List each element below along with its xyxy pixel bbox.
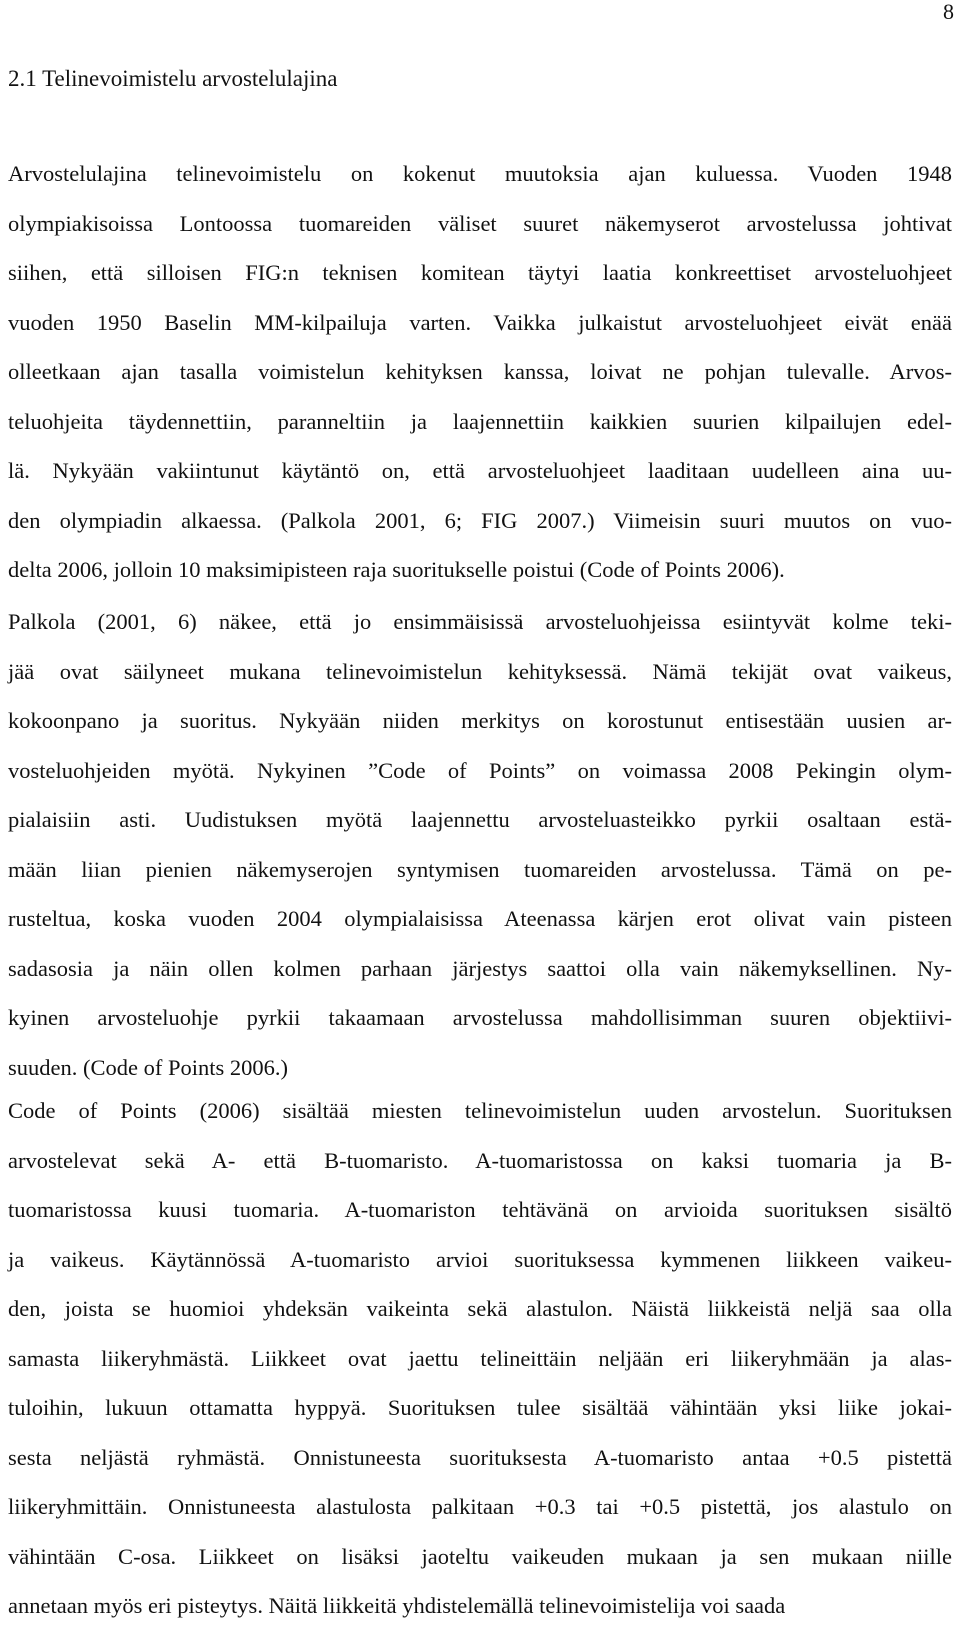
text-line: lä. Nykyään vakiintunut käytäntö on, että arvosteluohjeet laaditaan uudelleen aina uu- — [8, 458, 952, 483]
text-line: jää ovat säilyneet mukana telinevoimistelun kehityksessä. Nämä tekijät ovat vaikeus, — [8, 658, 952, 684]
text-line: rusteltua, koska vuoden 2004 olympialaisissa Ateenassa kärjen erot olivat vain pisteen — [8, 906, 952, 931]
text-line: den olympiadin alkaessa. (Palkola 2001, 6; FIG 2007.) Viimeisin suuri muutos on vuo- — [8, 507, 952, 533]
text-line: suuden. (Code of Points 2006.) — [8, 1054, 288, 1080]
text-line: vähintään C-osa. Liikkeet on lisäksi jaoteltu vaikeuden mukaan ja sen mukaan niille — [8, 1543, 952, 1569]
text-line: olympiakisoissa Lontoossa tuomareiden väliset suuret näkemyserot arvostelussa johtivat — [8, 210, 952, 236]
text-line: liikeryhmittäin. Onnistuneesta alastulosta palkitaan +0.3 tai +0.5 pistettä, jos alastulo on — [8, 1494, 952, 1519]
text-line: den, joista se huomioi yhdeksän vaikeinta sekä alastulon. Näistä liikkeistä neljä saa olla — [8, 1296, 952, 1321]
paragraph-1 — [8, 149, 952, 595]
text-line: Arvostelulajina telinevoimistelu on kokenut muutoksia ajan kuluessa. Vuoden 1948 — [8, 161, 952, 186]
text-line: Code of Points (2006) sisältää miesten telinevoimistelun uuden arvostelun. Suorituksen — [8, 1098, 952, 1123]
text-line: tuomaristossa kuusi tuomaria. A-tuomariston tehtävänä on arvioida suorituksen sisältö — [8, 1197, 952, 1222]
text-line: samasta liikeryhmästä. Liikkeet ovat jaettu telineittäin neljään eri liikeryhmään ja alas- — [8, 1345, 952, 1371]
text-line: kyinen arvosteluohje pyrkii takaamaan arvostelussa mahdollisimman suuren objektiivi- — [8, 1005, 952, 1030]
text-line: vuoden 1950 Baselin MM-kilpailuja varten. Vaikka julkaistut arvosteluohjeet eivät enää — [8, 309, 952, 335]
page-number: 8 — [943, 0, 954, 24]
text-line: mään liian pienien näkemyserojen syntymisen tuomareiden arvostelussa. Tämä on pe- — [8, 856, 952, 882]
paragraph-2 — [8, 597, 952, 1092]
text-line: pialaisiin asti. Uudistuksen myötä laajennettu arvosteluasteikko pyrkii osaltaan estä- — [8, 807, 952, 832]
text-line: ja vaikeus. Käytännössä A-tuomaristo arvioi suorituksessa kymmenen liikkeen vaikeu- — [8, 1246, 952, 1272]
text-line: sadasosia ja näin ollen kolmen parhaan järjestys saattoi olla vain näkemyksellinen. Ny- — [8, 955, 952, 981]
text-line: siihen, että silloisen FIG:n teknisen komitean täytyi laatia konkreettiset arvosteluohjeet — [8, 260, 952, 285]
text-line: sesta neljästä ryhmästä. Onnistuneesta suorituksesta A-tuomaristo antaa +0.5 pistettä — [8, 1444, 952, 1470]
text-line: arvostelevat sekä A- että B-tuomaristo. A-tuomaristossa on kaksi tuomaria ja B- — [8, 1147, 952, 1173]
text-line: annetaan myös eri pisteytys. Näitä liikkeitä yhdistelemällä telinevoimistelija voi saada — [8, 1593, 786, 1618]
paragraph-3 — [8, 1086, 952, 1631]
text-line: tuloihin, lukuun ottamatta hyppyä. Suorituksen tulee sisältää vähintään yksi liike jokai- — [8, 1395, 952, 1420]
section-heading: 2.1 Telinevoimistelu arvostelulajina — [8, 66, 338, 91]
text-line: Palkola (2001, 6) näkee, että jo ensimmäisissä arvosteluohjeissa esiintyvät kolme teki- — [8, 609, 952, 634]
text-line: teluohjeita täydennettiin, paranneltiin ja laajennettiin kaikkien suurien kilpailujen edel- — [8, 408, 952, 434]
text-line: kokoonpano ja suoritus. Nykyään niiden merkitys on korostunut entisestään uusien ar- — [8, 708, 952, 733]
text-line: vosteluohjeiden myötä. Nykyinen ”Code of Points” on voimassa 2008 Pekingin olym- — [8, 757, 952, 783]
text-line: delta 2006, jolloin 10 maksimipisteen raja suoritukselle poistui (Code of Points 2006). — [8, 557, 785, 582]
text-line: olleetkaan ajan tasalla voimistelun kehityksen kanssa, loivat ne pohjan tulevalle. Arvos- — [8, 359, 952, 384]
